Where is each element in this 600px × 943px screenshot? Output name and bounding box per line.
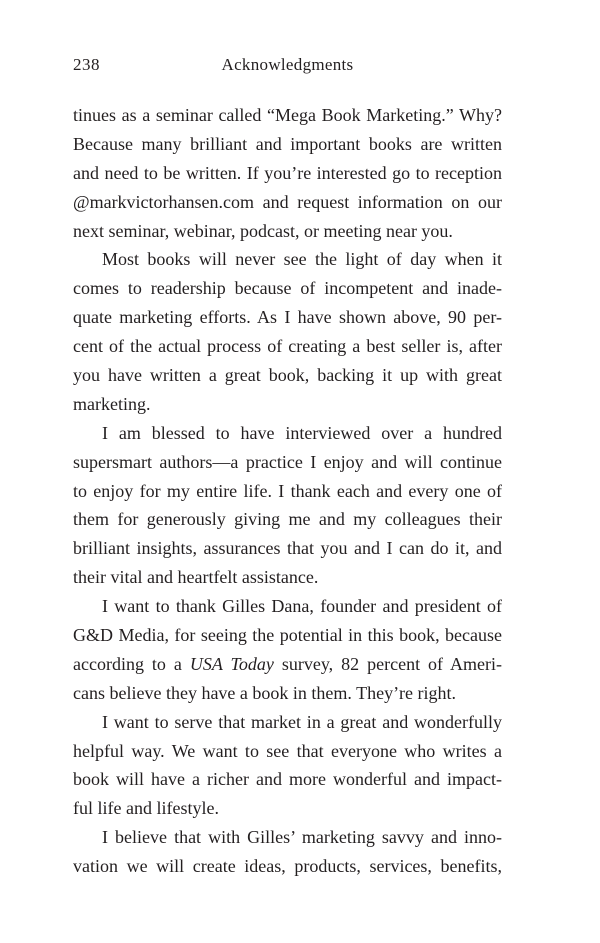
page-number: 238 xyxy=(73,55,100,74)
text-line: quate marketing efforts. As I have shown above, 90 per- xyxy=(73,307,502,328)
text-line: G&D Media, for seeing the potential in this book, because xyxy=(73,625,502,646)
text-line: them for generously giving me and my colleagues their xyxy=(73,509,502,530)
text-line: @markvictorhansen.com and request information on our xyxy=(73,191,502,212)
text-line: cent of the actual process of creating a best seller is, after xyxy=(73,336,502,357)
text-line: book will have a richer and more wonderful and impact- xyxy=(73,769,502,790)
text-line: Most books will never see the light of day when it xyxy=(102,249,502,270)
text-line: vation we will create ideas, products, services, benefits, xyxy=(73,856,502,877)
italic-title: USA Today xyxy=(189,653,274,674)
text-line: according to a USA Today survey, 82 percent of Ameri- xyxy=(73,653,502,674)
body-text xyxy=(73,101,502,881)
text-line: cans believe they have a book in them. They’re right. xyxy=(73,682,457,703)
text-line: and need to be written. If you’re interested go to reception xyxy=(73,162,502,183)
text-line: supersmart authors—a practice I enjoy and will continue xyxy=(73,451,502,472)
text-line: comes to readership because of incompetent and inade- xyxy=(73,278,502,299)
text-line: next seminar, webinar, podcast, or meeting near you. xyxy=(73,220,453,241)
paragraph xyxy=(73,592,502,708)
text-line: brilliant insights, assurances that you and I can do it, and xyxy=(73,538,502,559)
paragraph xyxy=(73,245,502,418)
text-line: I am blessed to have interviewed over a hundred xyxy=(102,422,502,443)
paragraph xyxy=(73,708,502,824)
running-head xyxy=(73,55,502,81)
text-line: marketing. xyxy=(73,393,151,414)
paragraph xyxy=(73,823,502,881)
text-line: to enjoy for my entire life. I thank each and every one of xyxy=(73,480,502,501)
running-title: Acknowledgments xyxy=(221,55,354,74)
text-line: I want to serve that market in a great and wonderfully xyxy=(102,711,502,732)
text-line: helpful way. We want to see that everyone who writes a xyxy=(73,740,502,761)
text-line: you have written a great book, backing it up with great xyxy=(73,365,502,386)
paragraph xyxy=(73,101,502,245)
text-line: Because many brilliant and important books are written xyxy=(73,133,502,154)
text-line: I want to thank Gilles Dana, founder and president of xyxy=(102,596,502,617)
text-line: ful life and lifestyle. xyxy=(73,798,219,819)
paragraph xyxy=(73,419,502,592)
text-line: I believe that with Gilles’ marketing savvy and inno- xyxy=(102,827,502,848)
text-line: tinues as a seminar called “Mega Book Marketing.” Why? xyxy=(73,105,502,125)
text-line: their vital and heartfelt assistance. xyxy=(73,567,319,588)
